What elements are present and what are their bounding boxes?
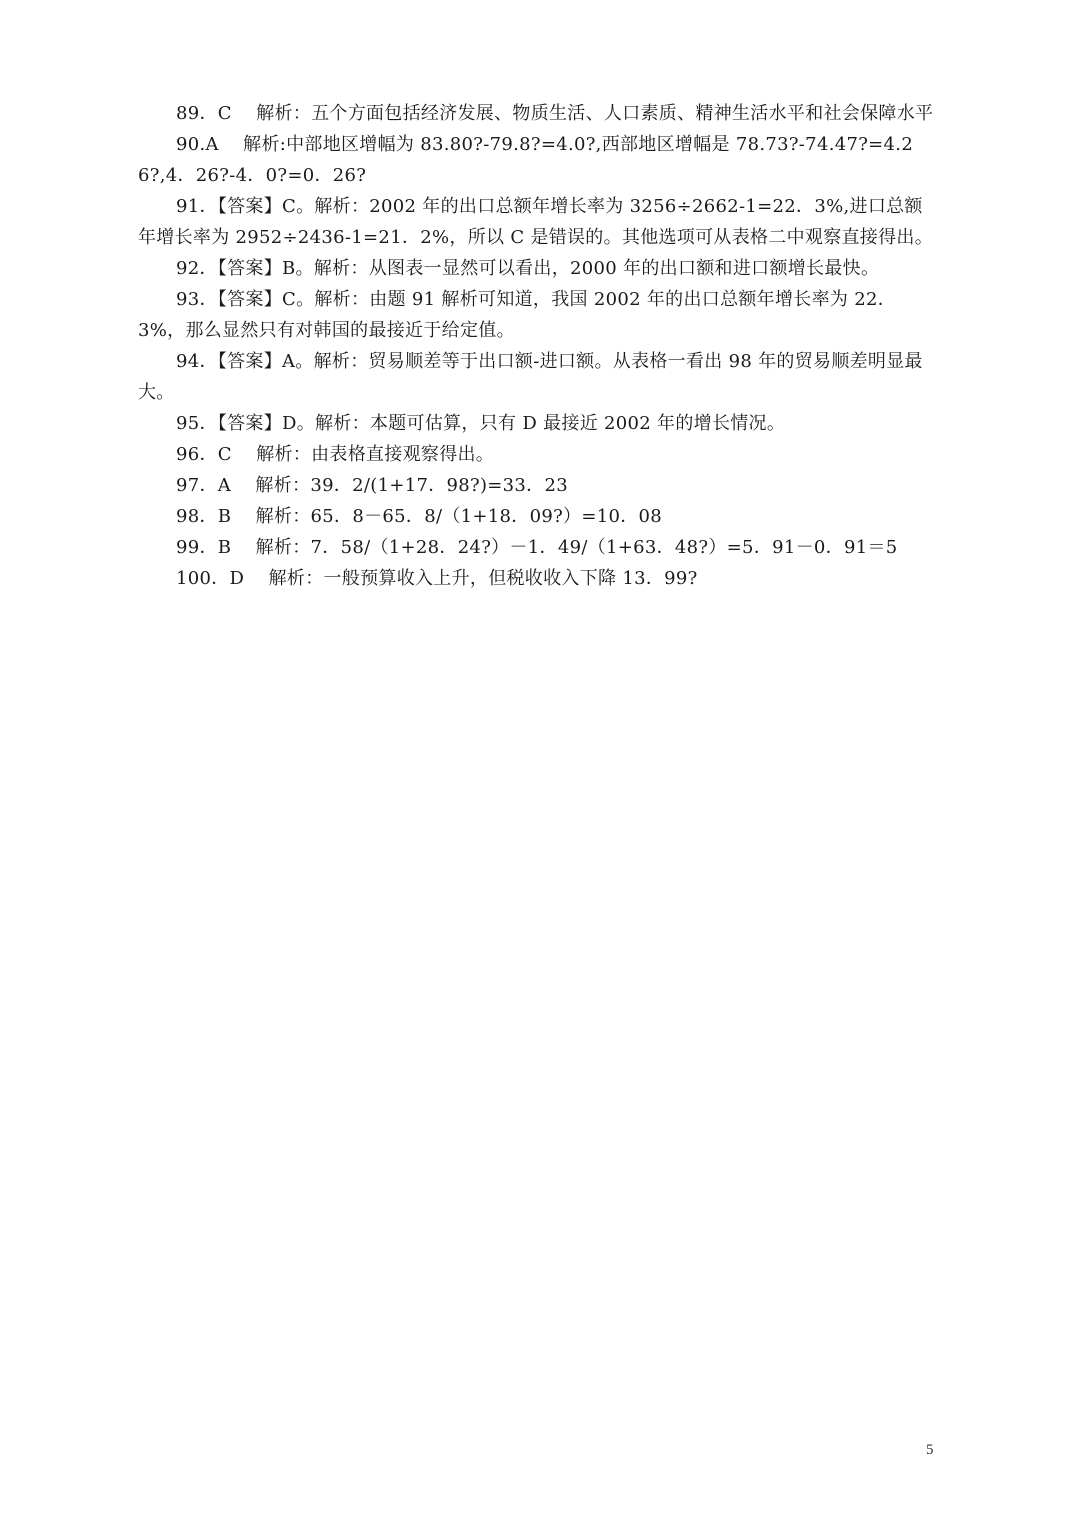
answer-92: 92．【答案】B。解析：从图表一显然可以看出，2000 年的出口额和进口额增长最快。 — [176, 258, 880, 279]
answer-91: 91．【答案】C。解析：2002 年的出口总额年增长率为 3256÷2662-1=22．3%,进口总额年增长率为 2952÷2436-1=21．2%，所以 C 是错误的。其他选项可从表格二中观察直接得出。 — [138, 196, 934, 248]
answer-94: 94．【答案】A。解析：贸易顺差等于出口额-进口额。从表格一看出 98 年的贸易顺差明显最大。 — [138, 351, 923, 403]
answer-90: 90.A 解析:中部地区增幅为 83.80?-79.8?=4.0?,西部地区增幅是 78.73?-74.47?=4.26?,4．26?-4．0?=0．26? — [138, 134, 914, 186]
answer-98: 98．B 解析：65．8－65．8/（1+18．09?）=10．08 — [176, 506, 663, 527]
answer-100: 100．D 解析：一般预算收入上升，但税收收入下降 13．99? — [176, 568, 698, 589]
answer-explanations — [138, 98, 938, 594]
answer-95: 95．【答案】D。解析：本题可估算，只有 D 最接近 2002 年的增长情况。 — [176, 413, 786, 434]
page-number: 5 — [926, 1442, 934, 1458]
answer-96: 96．C 解析：由表格直接观察得出。 — [176, 444, 495, 465]
answer-93: 93．【答案】C。解析：由题 91 解析可知道，我国 2002 年的出口总额年增长率为 22．3%，那么显然只有对韩国的最接近于给定值。 — [138, 289, 896, 341]
answer-97: 97．A 解析：39．2/(1+17．98?)=33．23 — [176, 475, 568, 496]
answer-89: 89．C 解析：五个方面包括经济发展、物质生活、人口素质、精神生活水平和社会保障水平 — [176, 103, 934, 124]
answer-99: 99．B 解析：7．58/（1+28．24?）－1．49/（1+63．48?）=5．91－0．91＝5 — [176, 537, 898, 558]
